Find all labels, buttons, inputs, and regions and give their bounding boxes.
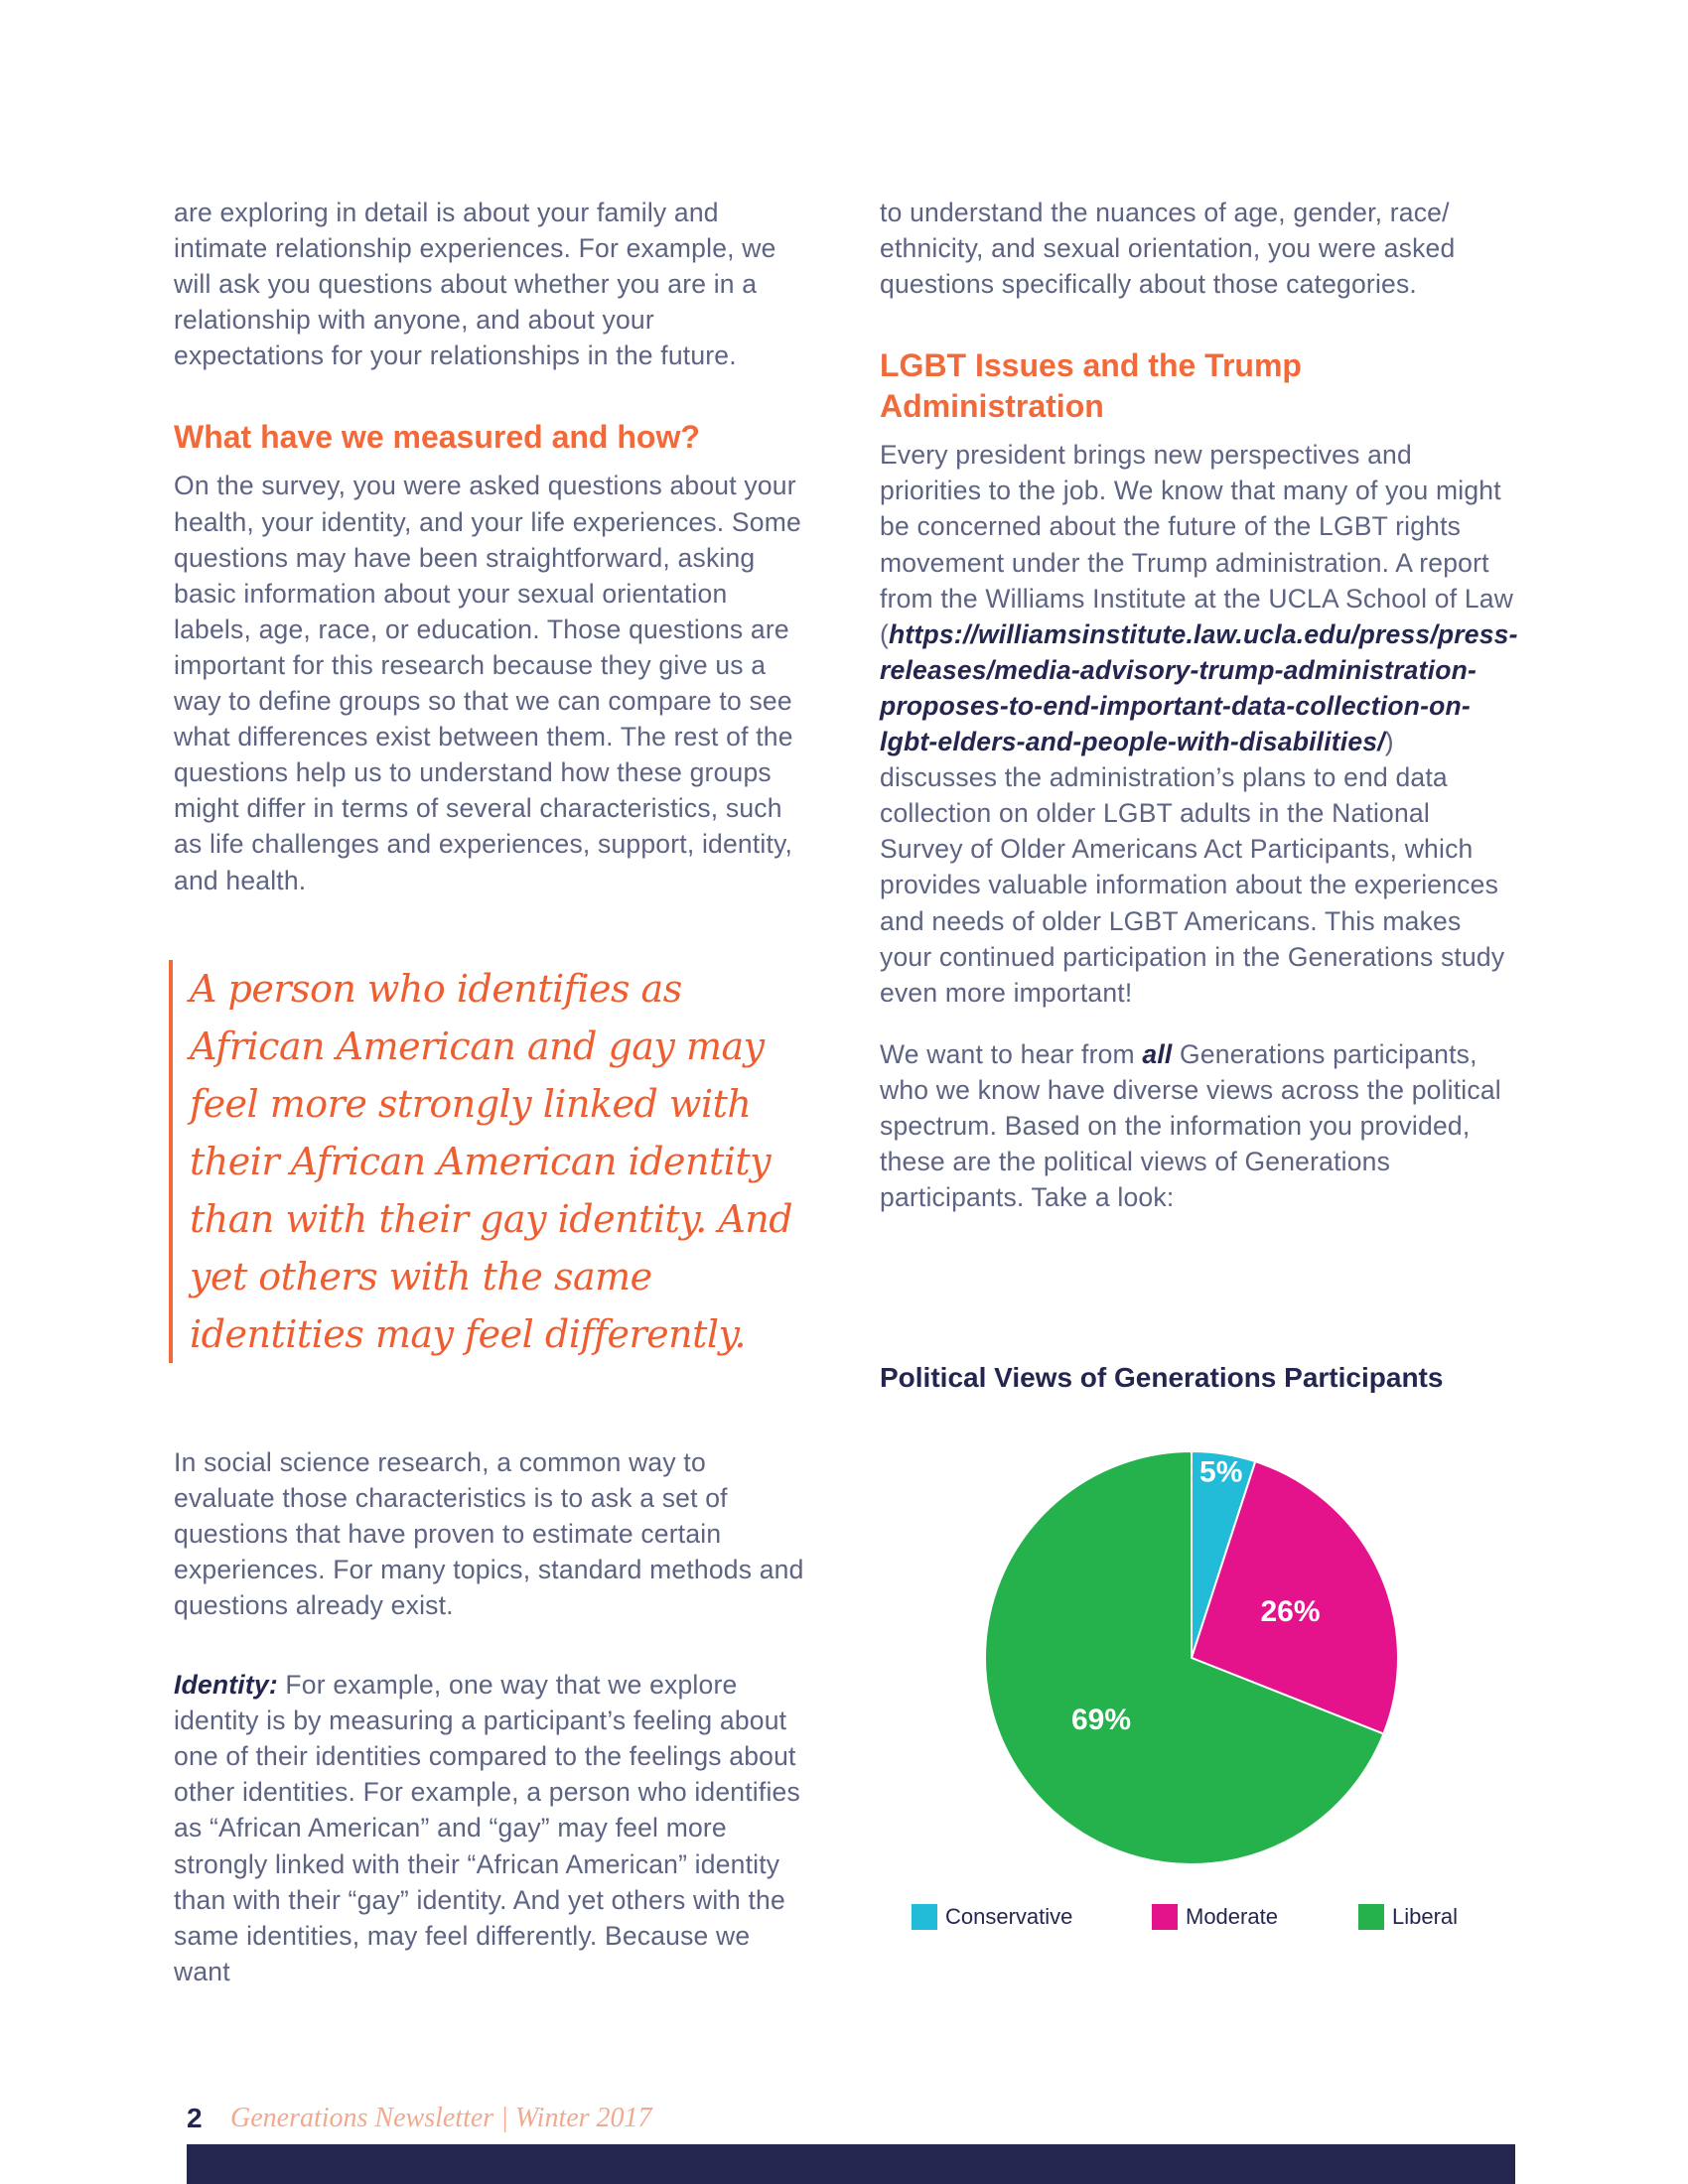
pull-quote: A person who identifies as African American and gay may feel more strongly linked with their African American identity than with their gay identity. And yet others with the same identities may feel differently.: [169, 960, 809, 1363]
right-column: [880, 195, 1518, 1215]
social-science-paragraph: In social science research, a common way to evaluate those characteristics is to ask a set of questions that have proven to estimate certain experiences. For many topics, standard methods and questions already exist.: [174, 1446, 804, 1620]
chart-legend: [912, 1904, 1507, 1934]
legend-label-liberal: Liberal: [1392, 1904, 1459, 1929]
footer-bar: [187, 2144, 1515, 2184]
identity-lead: Identity:: [174, 1670, 278, 1701]
pie-label-liberal: 69%: [1070, 1703, 1132, 1736]
lgbt-paragraph: [880, 437, 1518, 1011]
williams-institute-link[interactable]: https://williamsinstitute.law.ucla.edu/press/press-releases/media-advisory-trump-administration-proposes-to-end-important-data-collection-on-lgbt-elders-and-people-with-disabilities/: [880, 618, 1518, 757]
publication-footer: Generations Newsletter | Winter 2017: [230, 2103, 652, 2133]
page-number: 2: [187, 2103, 203, 2133]
pie-label-moderate: 26%: [1260, 1595, 1321, 1629]
heading-measured: What have we measured and how?: [174, 419, 700, 456]
legend-item-liberal: [1358, 1904, 1458, 1930]
identity-paragraph: [174, 1667, 809, 1989]
legend-item-conservative: [912, 1904, 1072, 1930]
heading-lgbt: LGBT Issues and the Trump Administration: [880, 347, 1302, 425]
legend-swatch-moderate: [1152, 1904, 1178, 1930]
hear-paragraph: [880, 1036, 1515, 1215]
continuation-paragraph: to understand the nuances of age, gender, race/ ethnicity, and sexual orientation, you were asked questions specifically about those categories.: [880, 198, 1456, 300]
legend-label-conservative: Conservative: [945, 1904, 1073, 1929]
hear-text-end: Generations participants, who we know have diverse views across the political spectrum. Based on the information you provided, these are the political views of Generations participants. Take a look:: [880, 1038, 1501, 1213]
left-column: [174, 195, 809, 1989]
intro-paragraph: are exploring in detail is about your family and intimate relationship experiences. For example, we will ask you questions about whether you are in a relationship with anyone, and about your expectations for your relationships in the future.: [174, 198, 776, 371]
hear-emphasis: all: [1142, 1038, 1173, 1069]
legend-label-moderate: Moderate: [1186, 1904, 1278, 1929]
pie-chart: [973, 1439, 1410, 1876]
measured-paragraph: On the survey, you were asked questions about your health, your identity, and your life experiences. Some questions may have been straightforward, asking basic information about your sexual orientation labels, age, race, or education. Those questions are important for this research because they give us a way to define groups so that we can compare to see what differences exist between them. The rest of the questions help us to understand how these groups might differ in terms of several characteristics, such as life challenges and experiences, support, identity, and health.: [174, 471, 801, 895]
legend-item-moderate: [1152, 1904, 1278, 1930]
lgbt-text-start: Every president brings new perspectives and priorities to the job. We know that many of you might be concerned about the future of the LGBT rights movement under the Trump administration. A report from the Williams Institute at the UCLA School of Law (: [880, 440, 1514, 649]
lgbt-text-end: ) discusses the administration’s plans to end data collection on older LGBT adults in the National Survey of Older Americans Act Participants, which provides valuable information about the experiences and needs of older LGBT Americans. This makes your continued participation in the Generations study even more important!: [880, 727, 1505, 1008]
legend-swatch-liberal: [1358, 1904, 1384, 1930]
hear-text-start: We want to hear from: [880, 1038, 1143, 1069]
legend-swatch-conservative: [912, 1904, 937, 1930]
identity-text: For example, one way that we explore identity is by measuring a participant’s feeling about one of their identities compared to the feelings about other identities. For example, a person who identifies as “African American” and “gay” may feel more strongly linked with their “African American” identity than with their “gay” identity. And yet others with the same identities, may feel differently. Because we want: [174, 1670, 800, 1986]
pie-label-conservative: 5%: [1199, 1455, 1243, 1489]
chart-title: Political Views of Generations Participants: [880, 1362, 1444, 1393]
